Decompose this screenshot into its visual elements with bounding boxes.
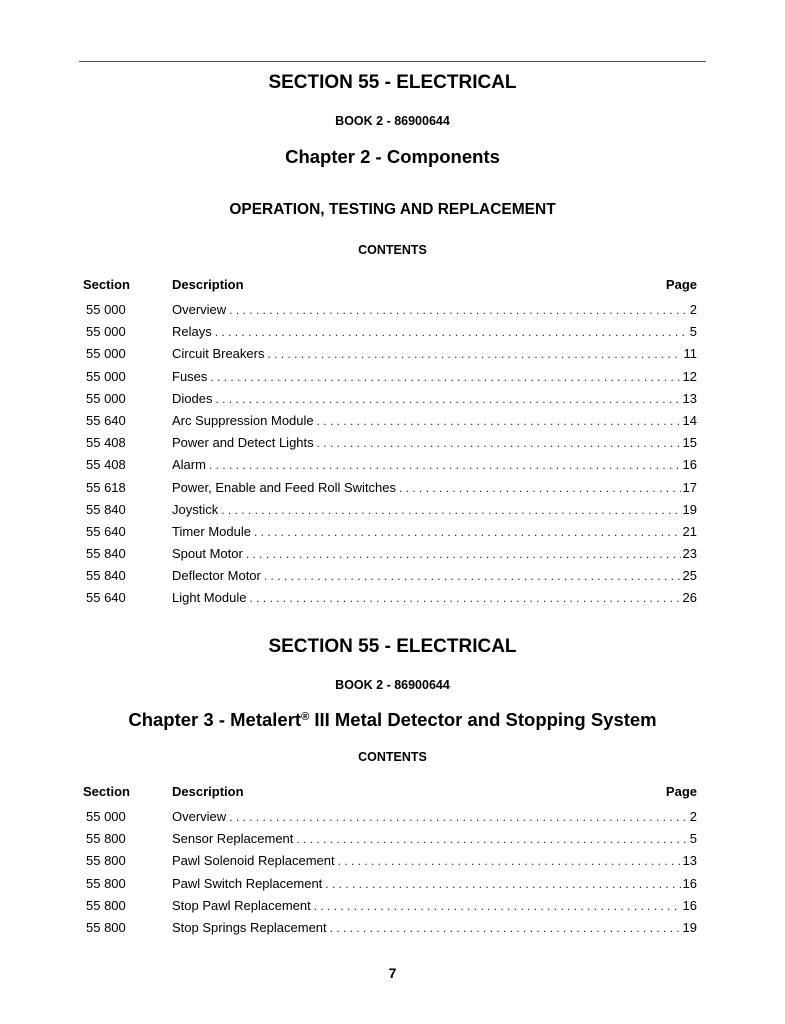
contents-rows-1 <box>83 299 697 610</box>
toc-section: 55 000 <box>86 809 126 824</box>
toc-description: Light Module <box>172 590 247 606</box>
header-page: Page <box>665 784 697 799</box>
section-title-2: SECTION 55 - ELECTRICAL <box>268 636 517 657</box>
toc-page: 15 <box>682 435 697 451</box>
dot-leader <box>210 366 680 388</box>
toc-page: 23 <box>682 546 697 562</box>
toc-section: 55 800 <box>86 875 126 891</box>
toc-description: Overview <box>172 302 227 317</box>
toc-row <box>83 806 697 828</box>
toc-entry <box>172 343 697 365</box>
toc-description: Arc Suppression Module <box>172 412 314 428</box>
toc-page: 19 <box>682 501 697 517</box>
dot-leader <box>325 873 680 895</box>
header-section: Section <box>83 277 130 292</box>
contents-table-2 <box>83 784 697 939</box>
toc-entry <box>172 543 697 565</box>
toc-section: 55 000 <box>86 368 126 384</box>
book-label-1: BOOK 2 - 86900644 <box>335 114 450 128</box>
toc-section: 55 000 <box>86 324 126 340</box>
toc-entry <box>172 895 697 917</box>
toc-page: 2 <box>689 302 697 317</box>
chapter-subtitle-1: OPERATION, TESTING AND REPLACEMENT <box>229 201 556 218</box>
toc-entry <box>172 410 697 432</box>
toc-section: 55 640 <box>86 412 126 428</box>
toc-page: 11 <box>683 346 697 362</box>
toc-row <box>83 521 697 543</box>
toc-description: Sensor Replacement <box>172 831 294 847</box>
toc-description: Deflector Motor <box>172 568 261 584</box>
toc-description: Pawl Switch Replacement <box>172 875 323 891</box>
toc-row <box>83 388 697 410</box>
dot-leader <box>221 499 680 521</box>
toc-entry <box>172 587 697 609</box>
toc-entry <box>172 477 697 499</box>
dot-leader <box>338 850 681 872</box>
toc-row <box>83 432 697 454</box>
page-number: 7 <box>388 965 397 981</box>
toc-page: 5 <box>689 324 697 340</box>
section-title-1: SECTION 55 - ELECTRICAL <box>268 72 517 93</box>
dot-leader <box>296 828 687 850</box>
toc-page: 25 <box>682 568 697 584</box>
toc-section: 55 000 <box>86 346 126 362</box>
toc-row <box>83 828 697 850</box>
toc-description: Power and Detect Lights <box>172 435 314 451</box>
toc-description: Spout Motor <box>172 546 243 562</box>
toc-entry <box>172 917 697 939</box>
contents-header-1 <box>83 277 697 299</box>
dot-leader <box>317 432 681 454</box>
toc-entry <box>172 806 697 828</box>
chapter-title-2-prefix: Chapter 3 - Metalert <box>128 709 302 730</box>
toc-page: 16 <box>682 897 697 913</box>
contents-label-2: CONTENTS <box>358 750 427 764</box>
dot-leader <box>267 343 681 365</box>
toc-row <box>83 850 697 872</box>
book-label-2: BOOK 2 - 86900644 <box>335 678 450 692</box>
chapter-title-2 <box>0 709 785 731</box>
toc-entry <box>172 565 697 587</box>
toc-row <box>83 366 697 388</box>
dot-leader <box>246 543 681 565</box>
header-description: Description <box>172 784 244 799</box>
toc-page: 21 <box>682 523 697 539</box>
toc-row <box>83 895 697 917</box>
toc-entry <box>172 388 697 410</box>
dot-leader <box>209 454 681 476</box>
dot-leader <box>317 410 681 432</box>
dot-leader <box>254 521 681 543</box>
toc-entry <box>172 299 697 321</box>
toc-row <box>83 454 697 476</box>
toc-description: Power, Enable and Feed Roll Switches <box>172 479 397 495</box>
dot-leader <box>330 917 681 939</box>
dot-leader <box>229 806 688 828</box>
toc-section: 55 640 <box>86 590 126 606</box>
toc-description: Timer Module <box>172 523 251 539</box>
toc-section: 55 408 <box>86 435 126 451</box>
toc-entry <box>172 873 697 895</box>
header-section: Section <box>83 784 130 799</box>
contents-header-2 <box>83 784 697 806</box>
toc-row <box>83 477 697 499</box>
toc-description: Diodes <box>172 390 213 406</box>
toc-section: 55 408 <box>86 457 126 473</box>
toc-description: Relays <box>172 324 212 340</box>
toc-entry <box>172 499 697 521</box>
toc-page: 16 <box>682 457 697 473</box>
toc-row <box>83 587 697 609</box>
toc-entry <box>172 454 697 476</box>
toc-row <box>83 499 697 521</box>
toc-entry <box>172 850 697 872</box>
toc-description: Pawl Solenoid Replacement <box>172 853 335 869</box>
chapter-title-2-suffix: III Metal Detector and Stopping System <box>309 709 657 730</box>
toc-section: 55 000 <box>86 302 126 317</box>
toc-page: 13 <box>682 853 697 869</box>
top-rule <box>79 61 706 62</box>
toc-description: Joystick <box>172 501 219 517</box>
toc-row <box>83 343 697 365</box>
toc-description: Fuses <box>172 368 208 384</box>
toc-page: 13 <box>682 390 697 406</box>
toc-description: Alarm <box>172 457 206 473</box>
header-page: Page <box>665 277 697 292</box>
dot-leader <box>215 388 680 410</box>
toc-section: 55 840 <box>86 546 126 562</box>
toc-description: Stop Pawl Replacement <box>172 897 311 913</box>
header-description: Description <box>172 277 244 292</box>
toc-section: 55 840 <box>86 501 126 517</box>
toc-row <box>83 543 697 565</box>
toc-row <box>83 565 697 587</box>
toc-section: 55 800 <box>86 897 126 913</box>
toc-page: 19 <box>682 919 697 935</box>
toc-entry <box>172 828 697 850</box>
toc-row <box>83 410 697 432</box>
toc-section: 55 800 <box>86 831 126 847</box>
toc-section: 55 800 <box>86 853 126 869</box>
dot-leader <box>264 565 681 587</box>
chapter-title-1: Chapter 2 - Components <box>285 146 500 167</box>
toc-row <box>83 299 697 321</box>
dot-leader <box>229 299 688 321</box>
toc-page: 17 <box>682 479 697 495</box>
toc-description: Stop Springs Replacement <box>172 919 327 935</box>
toc-description: Overview <box>172 809 227 824</box>
toc-row <box>83 917 697 939</box>
toc-page: 5 <box>689 831 697 847</box>
dot-leader <box>215 321 688 343</box>
toc-description: Circuit Breakers <box>172 346 265 362</box>
toc-section: 55 800 <box>86 919 126 935</box>
toc-page: 16 <box>682 875 697 891</box>
toc-page: 26 <box>682 590 697 606</box>
toc-entry <box>172 432 697 454</box>
dot-leader <box>399 477 681 499</box>
toc-row <box>83 873 697 895</box>
toc-page: 14 <box>682 412 697 428</box>
contents-rows-2 <box>83 806 697 939</box>
contents-label-1: CONTENTS <box>358 243 427 257</box>
toc-entry <box>172 321 697 343</box>
toc-entry <box>172 366 697 388</box>
dot-leader <box>249 587 680 609</box>
toc-section: 55 618 <box>86 479 126 495</box>
toc-page: 12 <box>682 368 697 384</box>
toc-row <box>83 321 697 343</box>
toc-page: 2 <box>689 809 697 824</box>
registered-mark: ® <box>301 711 310 723</box>
toc-section: 55 840 <box>86 568 126 584</box>
toc-entry <box>172 521 697 543</box>
contents-table-1 <box>83 277 697 610</box>
toc-section: 55 640 <box>86 523 126 539</box>
toc-section: 55 000 <box>86 390 126 406</box>
dot-leader <box>314 895 681 917</box>
